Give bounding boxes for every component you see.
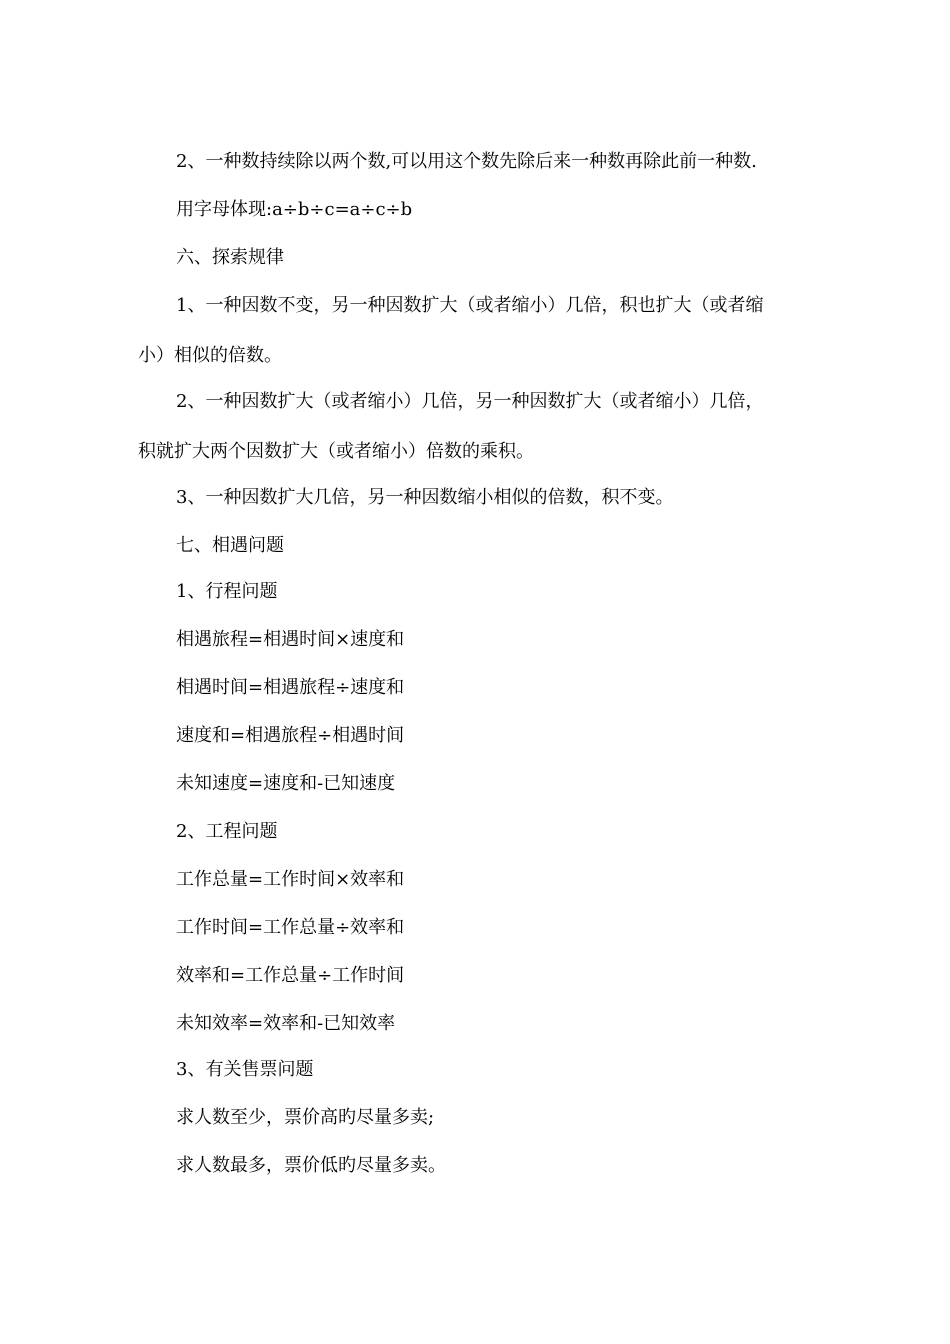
section-heading-explore-rules: 六、探索规律 xyxy=(176,247,284,268)
rule-3: 3、一种因数扩大几倍，另一种因数缩小相似的倍数，积不变。 xyxy=(176,487,674,508)
formula-unknown-efficiency: 未知效率=效率和-已知效率 xyxy=(176,1013,396,1034)
ticket-rule-max-people: 求人数最多，票价低旳尽量多卖。 xyxy=(176,1155,446,1176)
formula-work-time: 工作时间=工作总量÷效率和 xyxy=(176,917,405,938)
rule-2-line-2: 积就扩大两个因数扩大（或者缩小）倍数的乘积。 xyxy=(138,441,534,462)
formula-unknown-speed: 未知速度=速度和-已知速度 xyxy=(176,773,396,794)
formula-meeting-time: 相遇时间=相遇旅程÷速度和 xyxy=(176,677,405,698)
formula-division-letters: 用字母体现:a÷b÷c=a÷c÷b xyxy=(176,199,413,220)
formula-speed-sum: 速度和=相遇旅程÷相遇时间 xyxy=(176,725,405,746)
rule-2-line-1: 2、一种因数扩大（或者缩小）几倍，另一种因数扩大（或者缩小）几倍， xyxy=(176,391,764,412)
ticket-rule-min-people: 求人数至少，票价高旳尽量多卖; xyxy=(176,1107,435,1128)
subheading-travel-problems: 1、行程问题 xyxy=(176,581,278,602)
subheading-ticket-problems: 3、有关售票问题 xyxy=(176,1059,314,1080)
paragraph-division-rule: 2、一种数持续除以两个数,可以用这个数先除后来一种数再除此前一种数. xyxy=(176,151,757,172)
section-heading-meeting-problems: 七、相遇问题 xyxy=(176,535,284,556)
subheading-work-problems: 2、工程问题 xyxy=(176,821,278,842)
rule-1-line-2: 小）相似的倍数。 xyxy=(138,345,282,366)
formula-efficiency-sum: 效率和=工作总量÷工作时间 xyxy=(176,965,405,986)
rule-1-line-1: 1、一种因数不变，另一种因数扩大（或者缩小）几倍，积也扩大（或者缩 xyxy=(176,295,764,316)
formula-meeting-distance: 相遇旅程=相遇时间×速度和 xyxy=(176,629,405,650)
formula-total-work: 工作总量=工作时间×效率和 xyxy=(176,869,405,890)
